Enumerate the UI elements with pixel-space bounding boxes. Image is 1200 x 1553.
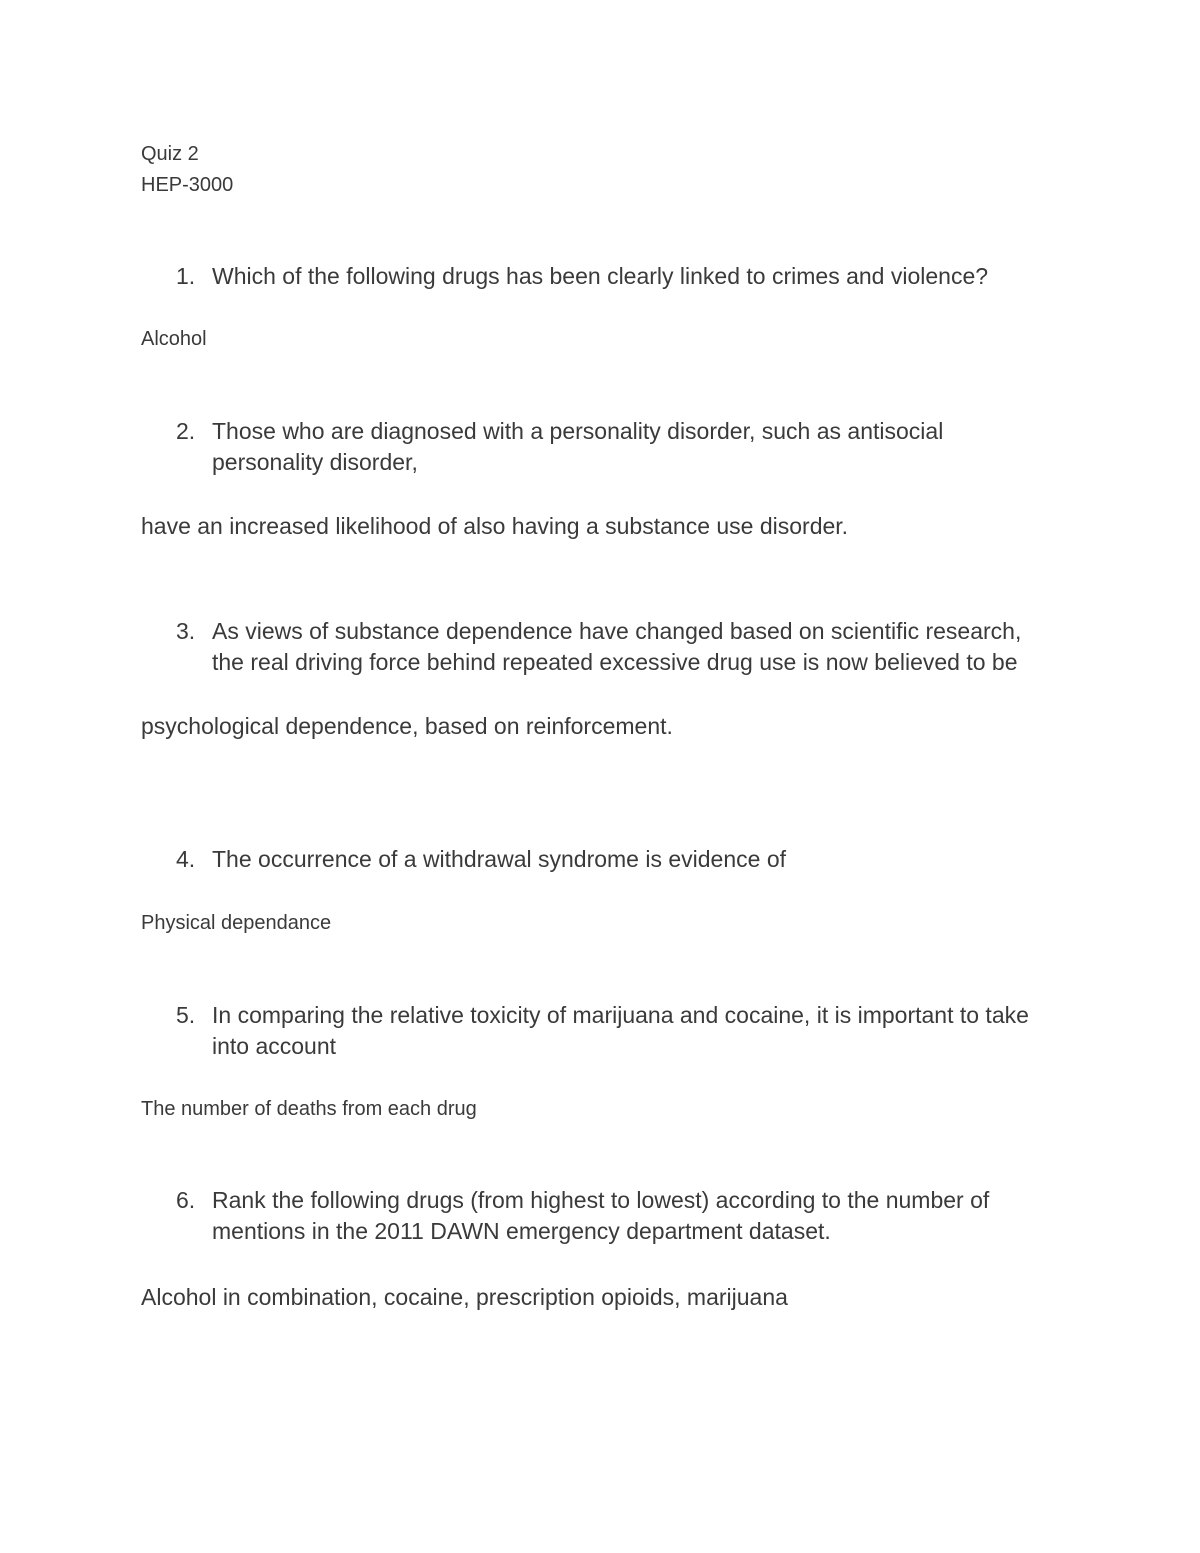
question-number: 6. [176,1187,196,1213]
question-number: 5. [176,1002,196,1028]
answer-4: Physical dependance [141,912,332,934]
question-number: 2. [176,418,196,444]
quiz-title: Quiz 2 [141,143,199,165]
question-text-line: Those who are diagnosed with a personality disorder, such as antisocial [212,418,944,444]
question-text-line: the real driving force behind repeated excessive drug use is now believed to be [212,649,1018,675]
answer-3: psychological dependence, based on reinforcement. [141,713,673,739]
question-text-line: Which of the following drugs has been clearly linked to crimes and violence? [212,263,989,289]
question-number: 1. [176,263,196,289]
answer-6: Alcohol in combination, cocaine, prescription opioids, marijuana [141,1284,788,1310]
question-number: 3. [176,618,196,644]
question-text-line: personality disorder, [212,449,418,475]
question-text-line: Rank the following drugs (from highest to lowest) according to the number of [212,1187,990,1213]
question-number: 4. [176,846,196,872]
question-text-line: As views of substance dependence have changed based on scientific research, [212,618,1022,644]
question-text-line: mentions in the 2011 DAWN emergency department dataset. [212,1218,831,1244]
question-text-line: into account [212,1033,337,1059]
answer-2: have an increased likelihood of also having a substance use disorder. [141,513,849,539]
course-code: HEP-3000 [141,174,234,196]
question-text-line: The occurrence of a withdrawal syndrome is evidence of [212,846,787,872]
answer-5: The number of deaths from each drug [141,1098,477,1120]
answer-1: Alcohol [141,328,207,350]
question-text-line: In comparing the relative toxicity of marijuana and cocaine, it is important to take [212,1002,1029,1028]
